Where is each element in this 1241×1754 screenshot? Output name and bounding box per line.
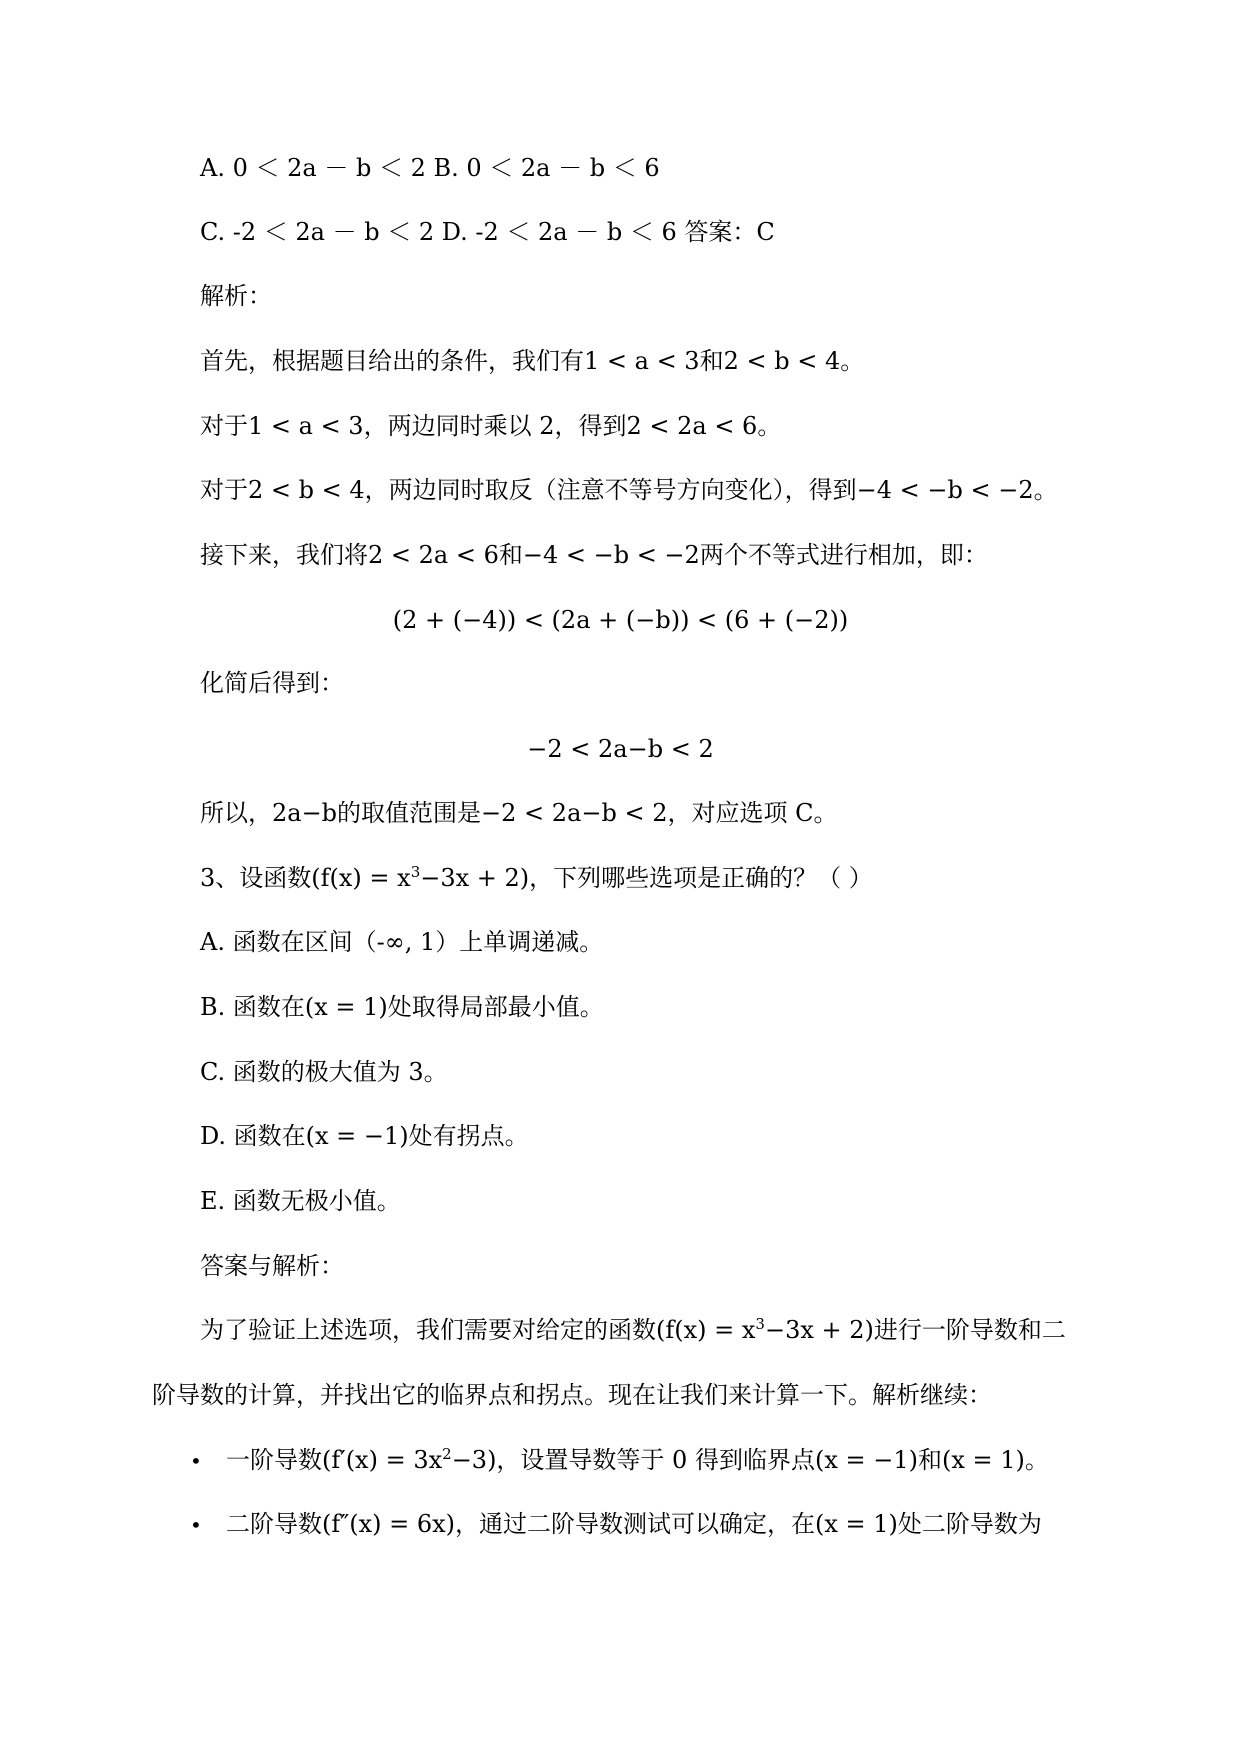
equation-result: −2 < 2a−b < 2 bbox=[527, 735, 714, 763]
paragraph-text-a: 为了验证上述选项，我们需要对给定的函数(f(x) = x bbox=[200, 1316, 756, 1344]
bullet-icon: • bbox=[190, 1513, 202, 1537]
option-b: B. 函数在(x = 1)处取得局部最小值。 bbox=[200, 993, 604, 1021]
question-3-text-a: 3、设函数(f(x) = x bbox=[200, 864, 411, 892]
option-c: C. 函数的极大值为 3。 bbox=[200, 1058, 448, 1086]
simplify-label: 化简后得到： bbox=[200, 669, 344, 697]
paragraph-text-b: −3x + 2)进行一阶导数和二 bbox=[764, 1316, 1066, 1344]
bullet-item-second-derivative bbox=[190, 1508, 1042, 1541]
bullet-icon: • bbox=[190, 1449, 202, 1473]
answer-heading: 答案与解析： bbox=[200, 1252, 344, 1280]
bullet-2-text: 二阶导数(f″(x) = 6x)，通过二阶导数测试可以确定，在(x = 1)处二阶导数为 bbox=[226, 1510, 1042, 1538]
question-3-exponent: 3 bbox=[410, 863, 421, 881]
question-3 bbox=[200, 862, 873, 894]
options-line-cd-answer: C. -2 ＜ 2a － b ＜ 2 D. -2 ＜ 2a － b ＜ 6 答案：C bbox=[200, 218, 775, 246]
bullet-1-exponent: 2 bbox=[442, 1445, 452, 1463]
equation-sum: (2 + (−4)) < (2a + (−b)) < (6 + (−2)) bbox=[392, 606, 849, 634]
option-e: E. 函数无极小值。 bbox=[200, 1187, 401, 1215]
option-d: D. 函数在(x = −1)处有拐点。 bbox=[200, 1122, 529, 1150]
bullet-1-text-a: 一阶导数(f′(x) = 3x bbox=[226, 1446, 443, 1474]
bullet-1-text-b: −3)，设置导数等于 0 得到临界点(x = −1)和(x = 1)。 bbox=[451, 1446, 1049, 1474]
option-a: A. 函数在区间（-∞, 1）上单调递减。 bbox=[200, 928, 604, 956]
paragraph-exponent: 3 bbox=[755, 1315, 765, 1333]
analysis-step-2: 对于1 < a < 3，两边同时乘以 2，得到2 < 2a < 6。 bbox=[200, 412, 782, 440]
paragraph-line-1 bbox=[200, 1314, 1066, 1346]
analysis-heading: 解析： bbox=[200, 282, 272, 310]
bullet-item-first-derivative bbox=[190, 1444, 1049, 1477]
paragraph-line-2: 阶导数的计算，并找出它的临界点和拐点。现在让我们来计算一下。解析继续： bbox=[152, 1381, 992, 1409]
options-line-ab: A. 0 ＜ 2a － b ＜ 2 B. 0 ＜ 2a － b ＜ 6 bbox=[200, 154, 660, 182]
conclusion-line: 所以，2a−b的取值范围是−2 < 2a−b < 2，对应选项 C。 bbox=[200, 799, 838, 827]
analysis-step-4: 接下来，我们将2 < 2a < 6和−4 < −b < −2两个不等式进行相加，即： bbox=[200, 541, 988, 569]
question-3-text-b: −3x + 2)，下列哪些选项是正确的？（ ） bbox=[420, 864, 873, 892]
analysis-step-3: 对于2 < b < 4，两边同时取反（注意不等号方向变化），得到−4 < −b < −2。 bbox=[200, 476, 1058, 504]
analysis-step-1: 首先，根据题目给出的条件，我们有1 < a < 3和2 < b < 4。 bbox=[200, 347, 865, 375]
